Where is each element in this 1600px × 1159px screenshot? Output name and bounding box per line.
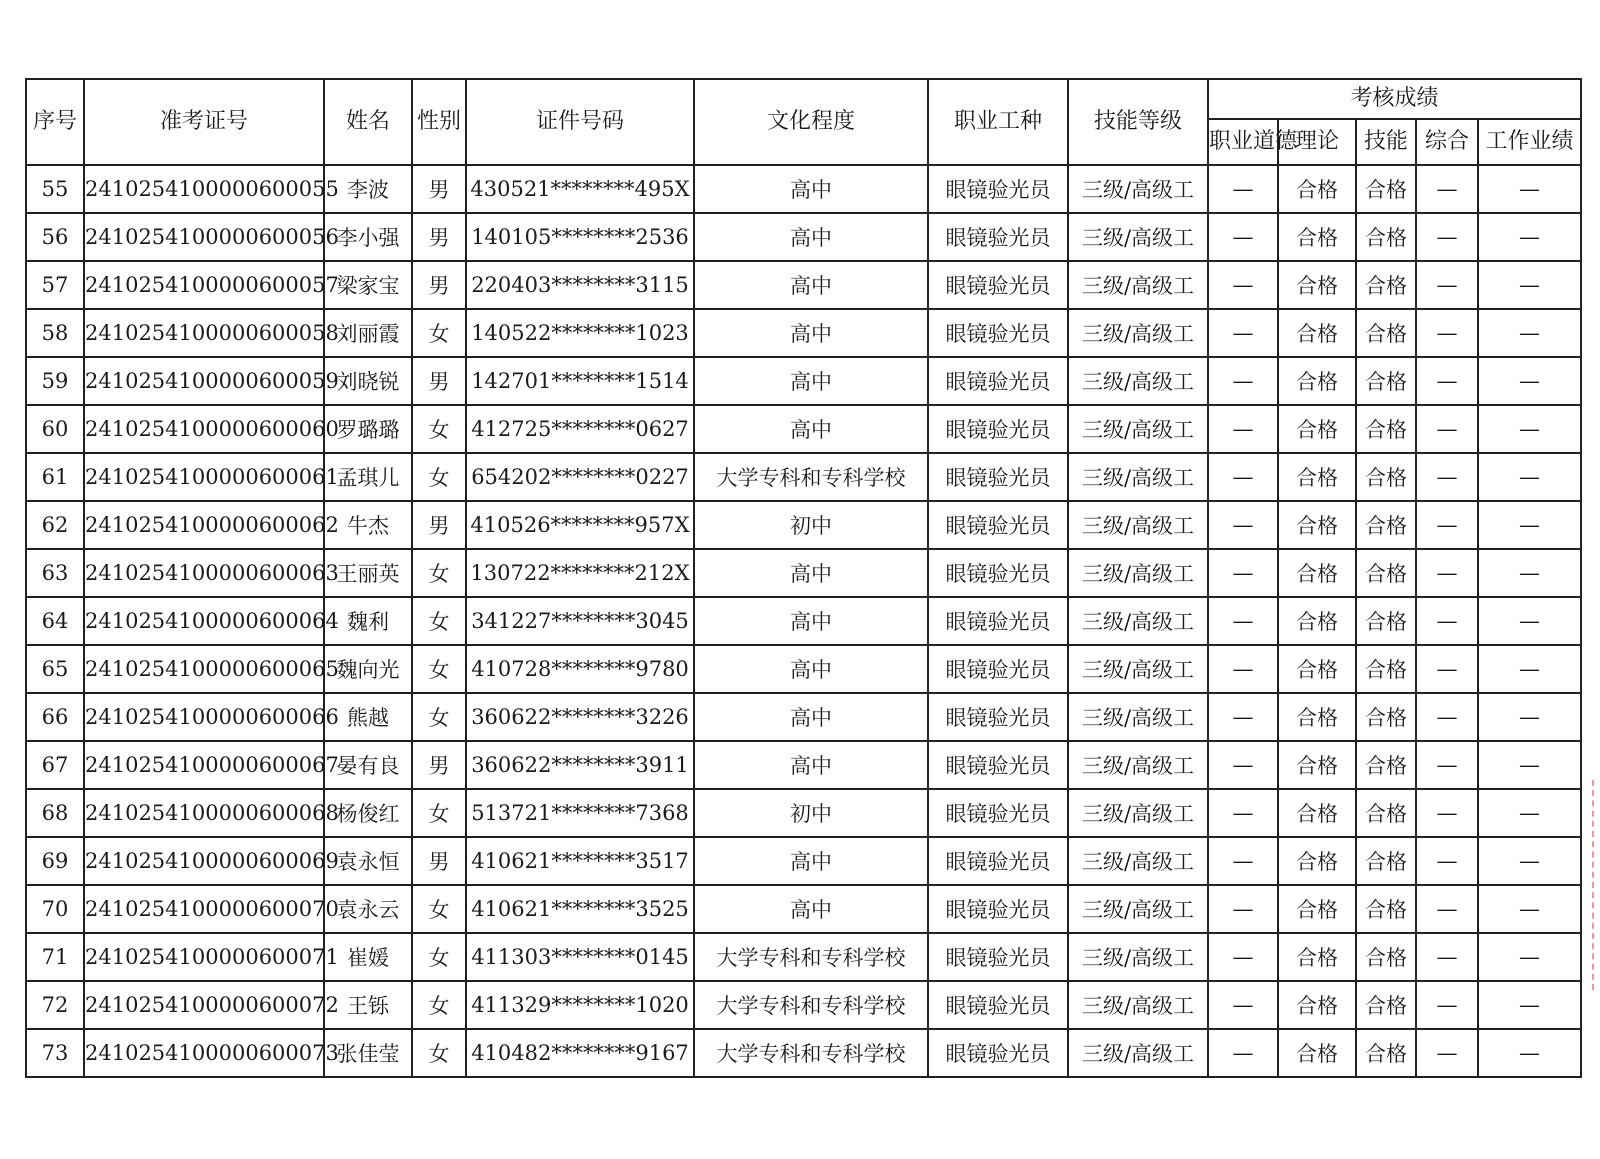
cell-seq: 58 — [26, 309, 84, 357]
cell-gender: 女 — [412, 597, 466, 645]
cell-comprehensive: — — [1416, 933, 1478, 981]
cell-seq: 63 — [26, 549, 84, 597]
cell-skill-level: 三级/高级工 — [1068, 837, 1208, 885]
cell-skill-level: 三级/高级工 — [1068, 933, 1208, 981]
results-table — [25, 78, 1582, 1078]
table-row — [26, 885, 1581, 933]
cell-gender: 男 — [412, 261, 466, 309]
cell-comprehensive: — — [1416, 885, 1478, 933]
cell-occupation: 眼镜验光员 — [928, 933, 1068, 981]
table-row — [26, 933, 1581, 981]
cell-education: 初中 — [694, 501, 928, 549]
cell-exam-id: 2410254100000600056 — [84, 213, 324, 261]
cell-work-performance: — — [1478, 789, 1581, 837]
cell-seq: 62 — [26, 501, 84, 549]
cell-skill: 合格 — [1356, 309, 1416, 357]
cell-exam-id: 2410254100000600072 — [84, 981, 324, 1029]
cell-seq: 57 — [26, 261, 84, 309]
table-header — [26, 79, 1581, 165]
cell-id-number: 430521********495X — [466, 165, 694, 213]
cell-id-number: 654202********0227 — [466, 453, 694, 501]
cell-exam-id: 2410254100000600065 — [84, 645, 324, 693]
cell-skill: 合格 — [1356, 261, 1416, 309]
cell-skill: 合格 — [1356, 165, 1416, 213]
cell-occupation: 眼镜验光员 — [928, 741, 1068, 789]
cell-theory: 合格 — [1278, 981, 1356, 1029]
cell-comprehensive: — — [1416, 213, 1478, 261]
cell-occupation: 眼镜验光员 — [928, 501, 1068, 549]
cell-ethics: — — [1208, 741, 1278, 789]
cell-work-performance: — — [1478, 693, 1581, 741]
cell-gender: 女 — [412, 885, 466, 933]
cell-comprehensive: — — [1416, 405, 1478, 453]
cell-exam-id: 2410254100000600055 — [84, 165, 324, 213]
cell-name: 杨俊红 — [324, 789, 412, 837]
cell-occupation: 眼镜验光员 — [928, 645, 1068, 693]
cell-comprehensive: — — [1416, 165, 1478, 213]
cell-theory: 合格 — [1278, 453, 1356, 501]
cell-theory: 合格 — [1278, 213, 1356, 261]
cell-ethics: — — [1208, 645, 1278, 693]
header-exam-id: 准考证号 — [84, 79, 324, 165]
cell-seq: 59 — [26, 357, 84, 405]
cell-seq: 72 — [26, 981, 84, 1029]
cell-theory: 合格 — [1278, 357, 1356, 405]
header-education: 文化程度 — [694, 79, 928, 165]
header-name: 姓名 — [324, 79, 412, 165]
cell-skill-level: 三级/高级工 — [1068, 165, 1208, 213]
margin-pen-mark — [1576, 780, 1594, 990]
cell-work-performance: — — [1478, 261, 1581, 309]
cell-education: 高中 — [694, 693, 928, 741]
cell-skill: 合格 — [1356, 453, 1416, 501]
cell-exam-id: 2410254100000600070 — [84, 885, 324, 933]
cell-work-performance: — — [1478, 213, 1581, 261]
cell-id-number: 513721********7368 — [466, 789, 694, 837]
cell-name: 魏利 — [324, 597, 412, 645]
cell-comprehensive: — — [1416, 309, 1478, 357]
cell-theory: 合格 — [1278, 261, 1356, 309]
cell-gender: 男 — [412, 837, 466, 885]
cell-ethics: — — [1208, 885, 1278, 933]
cell-id-number: 411303********0145 — [466, 933, 694, 981]
cell-work-performance: — — [1478, 309, 1581, 357]
cell-theory: 合格 — [1278, 933, 1356, 981]
cell-education: 高中 — [694, 597, 928, 645]
cell-skill: 合格 — [1356, 213, 1416, 261]
cell-work-performance: — — [1478, 981, 1581, 1029]
cell-theory: 合格 — [1278, 789, 1356, 837]
cell-occupation: 眼镜验光员 — [928, 357, 1068, 405]
cell-ethics: — — [1208, 213, 1278, 261]
cell-name: 孟琪儿 — [324, 453, 412, 501]
cell-ethics: — — [1208, 357, 1278, 405]
cell-skill: 合格 — [1356, 885, 1416, 933]
cell-occupation: 眼镜验光员 — [928, 453, 1068, 501]
cell-seq: 64 — [26, 597, 84, 645]
cell-occupation: 眼镜验光员 — [928, 981, 1068, 1029]
cell-gender: 男 — [412, 213, 466, 261]
cell-exam-id: 2410254100000600073 — [84, 1029, 324, 1077]
cell-exam-id: 2410254100000600069 — [84, 837, 324, 885]
table-row — [26, 597, 1581, 645]
cell-work-performance: — — [1478, 597, 1581, 645]
cell-id-number: 412725********0627 — [466, 405, 694, 453]
table-row — [26, 549, 1581, 597]
cell-work-performance: — — [1478, 885, 1581, 933]
cell-name: 袁永恒 — [324, 837, 412, 885]
cell-name: 张佳莹 — [324, 1029, 412, 1077]
cell-comprehensive: — — [1416, 741, 1478, 789]
cell-ethics: — — [1208, 453, 1278, 501]
cell-id-number: 410621********3517 — [466, 837, 694, 885]
cell-comprehensive: — — [1416, 1029, 1478, 1077]
cell-occupation: 眼镜验光员 — [928, 405, 1068, 453]
cell-gender: 女 — [412, 693, 466, 741]
table-row — [26, 501, 1581, 549]
cell-exam-id: 2410254100000600067 — [84, 741, 324, 789]
table-row — [26, 453, 1581, 501]
cell-seq: 66 — [26, 693, 84, 741]
cell-education: 高中 — [694, 885, 928, 933]
cell-gender: 男 — [412, 501, 466, 549]
cell-skill-level: 三级/高级工 — [1068, 1029, 1208, 1077]
cell-name: 李波 — [324, 165, 412, 213]
cell-skill: 合格 — [1356, 501, 1416, 549]
cell-id-number: 410482********9167 — [466, 1029, 694, 1077]
cell-seq: 60 — [26, 405, 84, 453]
cell-education: 高中 — [694, 741, 928, 789]
table-row — [26, 789, 1581, 837]
cell-skill-level: 三级/高级工 — [1068, 981, 1208, 1029]
cell-occupation: 眼镜验光员 — [928, 1029, 1068, 1077]
cell-ethics: — — [1208, 261, 1278, 309]
header-skill: 技能 — [1356, 119, 1416, 165]
cell-education: 初中 — [694, 789, 928, 837]
cell-work-performance: — — [1478, 501, 1581, 549]
cell-gender: 女 — [412, 645, 466, 693]
cell-education: 高中 — [694, 645, 928, 693]
table-row — [26, 309, 1581, 357]
cell-skill-level: 三级/高级工 — [1068, 213, 1208, 261]
cell-id-number: 410728********9780 — [466, 645, 694, 693]
cell-theory: 合格 — [1278, 885, 1356, 933]
cell-skill-level: 三级/高级工 — [1068, 597, 1208, 645]
cell-skill-level: 三级/高级工 — [1068, 357, 1208, 405]
cell-skill-level: 三级/高级工 — [1068, 693, 1208, 741]
cell-name: 晏有良 — [324, 741, 412, 789]
cell-exam-id: 2410254100000600066 — [84, 693, 324, 741]
header-gender: 性别 — [412, 79, 466, 165]
cell-comprehensive: — — [1416, 693, 1478, 741]
cell-theory: 合格 — [1278, 405, 1356, 453]
cell-exam-id: 2410254100000600061 — [84, 453, 324, 501]
cell-gender: 女 — [412, 933, 466, 981]
cell-exam-id: 2410254100000600057 — [84, 261, 324, 309]
cell-work-performance: — — [1478, 933, 1581, 981]
cell-skill: 合格 — [1356, 789, 1416, 837]
table-row — [26, 837, 1581, 885]
cell-theory: 合格 — [1278, 837, 1356, 885]
cell-occupation: 眼镜验光员 — [928, 213, 1068, 261]
cell-education: 高中 — [694, 357, 928, 405]
cell-exam-id: 2410254100000600062 — [84, 501, 324, 549]
cell-ethics: — — [1208, 837, 1278, 885]
cell-name: 王丽英 — [324, 549, 412, 597]
cell-skill-level: 三级/高级工 — [1068, 741, 1208, 789]
cell-exam-id: 2410254100000600059 — [84, 357, 324, 405]
cell-theory: 合格 — [1278, 1029, 1356, 1077]
table-row — [26, 693, 1581, 741]
cell-education: 大学专科和专科学校 — [694, 1029, 928, 1077]
cell-occupation: 眼镜验光员 — [928, 261, 1068, 309]
table-row — [26, 645, 1581, 693]
cell-work-performance: — — [1478, 1029, 1581, 1077]
header-theory: 理论 — [1278, 119, 1356, 165]
cell-name: 刘丽霞 — [324, 309, 412, 357]
cell-skill-level: 三级/高级工 — [1068, 405, 1208, 453]
cell-skill-level: 三级/高级工 — [1068, 309, 1208, 357]
cell-comprehensive: — — [1416, 645, 1478, 693]
cell-id-number: 220403********3115 — [466, 261, 694, 309]
cell-theory: 合格 — [1278, 501, 1356, 549]
cell-theory: 合格 — [1278, 693, 1356, 741]
header-work-performance: 工作业绩 — [1478, 119, 1581, 165]
header-skill-level: 技能等级 — [1068, 79, 1208, 165]
cell-skill: 合格 — [1356, 741, 1416, 789]
cell-comprehensive: — — [1416, 261, 1478, 309]
table-row — [26, 357, 1581, 405]
cell-theory: 合格 — [1278, 549, 1356, 597]
cell-ethics: — — [1208, 1029, 1278, 1077]
cell-skill-level: 三级/高级工 — [1068, 645, 1208, 693]
cell-comprehensive: — — [1416, 981, 1478, 1029]
cell-occupation: 眼镜验光员 — [928, 885, 1068, 933]
cell-seq: 65 — [26, 645, 84, 693]
cell-skill: 合格 — [1356, 645, 1416, 693]
cell-ethics: — — [1208, 789, 1278, 837]
cell-education: 高中 — [694, 309, 928, 357]
table-row — [26, 165, 1581, 213]
header-ethics: 职业道德 — [1208, 119, 1278, 165]
cell-ethics: — — [1208, 693, 1278, 741]
cell-education: 高中 — [694, 165, 928, 213]
cell-theory: 合格 — [1278, 597, 1356, 645]
cell-seq: 71 — [26, 933, 84, 981]
cell-comprehensive: — — [1416, 453, 1478, 501]
cell-gender: 男 — [412, 741, 466, 789]
cell-occupation: 眼镜验光员 — [928, 837, 1068, 885]
cell-id-number: 411329********1020 — [466, 981, 694, 1029]
cell-education: 大学专科和专科学校 — [694, 453, 928, 501]
cell-seq: 73 — [26, 1029, 84, 1077]
cell-occupation: 眼镜验光员 — [928, 789, 1068, 837]
cell-gender: 女 — [412, 453, 466, 501]
cell-comprehensive: — — [1416, 789, 1478, 837]
header-occupation: 职业工种 — [928, 79, 1068, 165]
cell-gender: 女 — [412, 405, 466, 453]
cell-skill-level: 三级/高级工 — [1068, 501, 1208, 549]
cell-skill-level: 三级/高级工 — [1068, 789, 1208, 837]
cell-education: 高中 — [694, 549, 928, 597]
cell-id-number: 140105********2536 — [466, 213, 694, 261]
cell-ethics: — — [1208, 933, 1278, 981]
header-assessment: 考核成绩 — [1208, 79, 1581, 119]
cell-id-number: 142701********1514 — [466, 357, 694, 405]
cell-exam-id: 2410254100000600064 — [84, 597, 324, 645]
cell-ethics: — — [1208, 981, 1278, 1029]
cell-comprehensive: — — [1416, 501, 1478, 549]
cell-id-number: 360622********3226 — [466, 693, 694, 741]
cell-occupation: 眼镜验光员 — [928, 693, 1068, 741]
cell-name: 梁家宝 — [324, 261, 412, 309]
cell-gender: 男 — [412, 165, 466, 213]
cell-occupation: 眼镜验光员 — [928, 549, 1068, 597]
cell-education: 大学专科和专科学校 — [694, 933, 928, 981]
cell-skill: 合格 — [1356, 549, 1416, 597]
table-row — [26, 405, 1581, 453]
table-body — [26, 165, 1581, 1077]
cell-work-performance: — — [1478, 741, 1581, 789]
cell-theory: 合格 — [1278, 645, 1356, 693]
cell-name: 王铄 — [324, 981, 412, 1029]
cell-seq: 70 — [26, 885, 84, 933]
cell-education: 高中 — [694, 837, 928, 885]
cell-work-performance: — — [1478, 405, 1581, 453]
cell-ethics: — — [1208, 549, 1278, 597]
cell-name: 崔媛 — [324, 933, 412, 981]
cell-skill: 合格 — [1356, 933, 1416, 981]
cell-ethics: — — [1208, 501, 1278, 549]
cell-gender: 女 — [412, 1029, 466, 1077]
cell-comprehensive: — — [1416, 357, 1478, 405]
header-comprehensive: 综合 — [1416, 119, 1478, 165]
table-row — [26, 213, 1581, 261]
cell-skill: 合格 — [1356, 405, 1416, 453]
cell-skill: 合格 — [1356, 1029, 1416, 1077]
cell-education: 高中 — [694, 261, 928, 309]
cell-id-number: 410621********3525 — [466, 885, 694, 933]
cell-id-number: 410526********957X — [466, 501, 694, 549]
cell-exam-id: 2410254100000600060 — [84, 405, 324, 453]
cell-name: 魏向光 — [324, 645, 412, 693]
cell-gender: 男 — [412, 357, 466, 405]
table-row — [26, 741, 1581, 789]
cell-comprehensive: — — [1416, 549, 1478, 597]
table-row — [26, 1029, 1581, 1077]
cell-work-performance: — — [1478, 165, 1581, 213]
table-row — [26, 981, 1581, 1029]
cell-comprehensive: — — [1416, 597, 1478, 645]
cell-skill-level: 三级/高级工 — [1068, 885, 1208, 933]
cell-name: 熊越 — [324, 693, 412, 741]
cell-work-performance: — — [1478, 645, 1581, 693]
cell-ethics: — — [1208, 405, 1278, 453]
cell-education: 高中 — [694, 213, 928, 261]
cell-theory: 合格 — [1278, 309, 1356, 357]
cell-skill-level: 三级/高级工 — [1068, 549, 1208, 597]
cell-seq: 68 — [26, 789, 84, 837]
cell-work-performance: — — [1478, 837, 1581, 885]
header-seq: 序号 — [26, 79, 84, 165]
cell-ethics: — — [1208, 309, 1278, 357]
header-id-number: 证件号码 — [466, 79, 694, 165]
cell-exam-id: 2410254100000600058 — [84, 309, 324, 357]
cell-id-number: 360622********3911 — [466, 741, 694, 789]
cell-occupation: 眼镜验光员 — [928, 597, 1068, 645]
cell-name: 罗璐璐 — [324, 405, 412, 453]
cell-comprehensive: — — [1416, 837, 1478, 885]
cell-skill: 合格 — [1356, 693, 1416, 741]
cell-ethics: — — [1208, 597, 1278, 645]
cell-name: 刘晓锐 — [324, 357, 412, 405]
cell-seq: 67 — [26, 741, 84, 789]
cell-gender: 女 — [412, 309, 466, 357]
cell-skill: 合格 — [1356, 981, 1416, 1029]
cell-theory: 合格 — [1278, 165, 1356, 213]
cell-gender: 女 — [412, 549, 466, 597]
cell-ethics: — — [1208, 165, 1278, 213]
cell-skill-level: 三级/高级工 — [1068, 261, 1208, 309]
cell-gender: 女 — [412, 981, 466, 1029]
results-sheet — [25, 78, 1582, 1078]
cell-id-number: 140522********1023 — [466, 309, 694, 357]
cell-gender: 女 — [412, 789, 466, 837]
cell-seq: 61 — [26, 453, 84, 501]
cell-work-performance: — — [1478, 453, 1581, 501]
cell-skill: 合格 — [1356, 837, 1416, 885]
cell-education: 高中 — [694, 405, 928, 453]
cell-seq: 55 — [26, 165, 84, 213]
cell-theory: 合格 — [1278, 741, 1356, 789]
cell-skill: 合格 — [1356, 357, 1416, 405]
cell-skill: 合格 — [1356, 597, 1416, 645]
cell-name: 李小强 — [324, 213, 412, 261]
cell-education: 大学专科和专科学校 — [694, 981, 928, 1029]
table-row — [26, 261, 1581, 309]
cell-id-number: 130722********212X — [466, 549, 694, 597]
cell-work-performance: — — [1478, 549, 1581, 597]
cell-id-number: 341227********3045 — [466, 597, 694, 645]
cell-exam-id: 2410254100000600068 — [84, 789, 324, 837]
cell-name: 袁永云 — [324, 885, 412, 933]
cell-exam-id: 2410254100000600071 — [84, 933, 324, 981]
cell-seq: 69 — [26, 837, 84, 885]
cell-skill-level: 三级/高级工 — [1068, 453, 1208, 501]
cell-work-performance: — — [1478, 357, 1581, 405]
cell-occupation: 眼镜验光员 — [928, 309, 1068, 357]
cell-occupation: 眼镜验光员 — [928, 165, 1068, 213]
cell-exam-id: 2410254100000600063 — [84, 549, 324, 597]
cell-seq: 56 — [26, 213, 84, 261]
cell-name: 牛杰 — [324, 501, 412, 549]
